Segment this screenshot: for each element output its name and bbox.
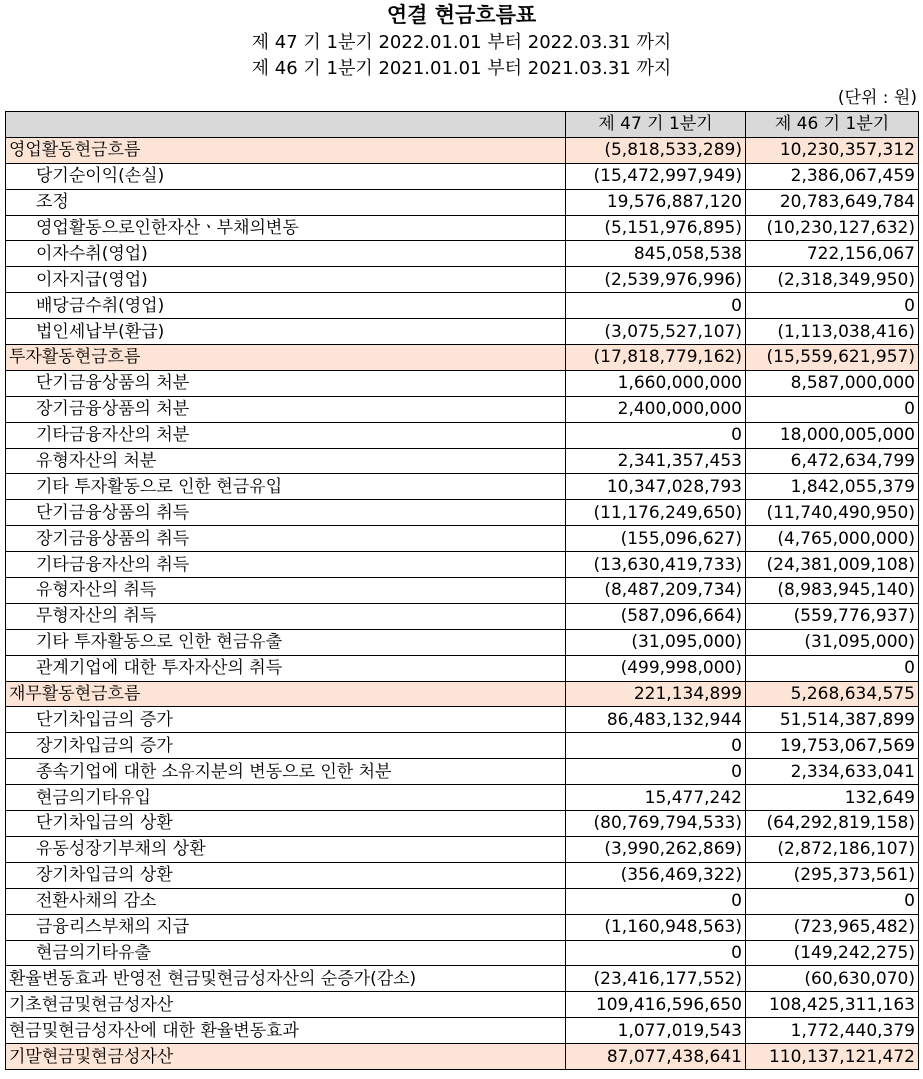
value-current: 1,660,000,000 xyxy=(566,370,746,396)
row-label: 조정 xyxy=(6,189,566,215)
row-label: 종속기업에 대한 소유지분의 변동으로 인한 처분 xyxy=(6,759,566,785)
table-row xyxy=(6,448,919,474)
value-current: 87,077,438,641 xyxy=(566,1044,746,1070)
value-current: (155,096,627) xyxy=(566,526,746,552)
table-body xyxy=(6,137,919,1069)
value-prior: 110,137,121,472 xyxy=(746,1044,919,1070)
value-prior: 18,000,005,000 xyxy=(746,422,919,448)
value-prior: (31,095,000) xyxy=(746,629,919,655)
unit-label: (단위 : 원) xyxy=(837,88,917,108)
table-header-row xyxy=(6,112,919,138)
row-label: 이자수취(영업) xyxy=(6,241,566,267)
value-prior: 108,425,311,163 xyxy=(746,992,919,1018)
section-row xyxy=(6,137,919,163)
row-label: 장기차입금의 증가 xyxy=(6,733,566,759)
value-current: 0 xyxy=(566,733,746,759)
value-prior: 20,783,649,784 xyxy=(746,189,919,215)
value-prior: 51,514,387,899 xyxy=(746,707,919,733)
value-prior: 0 xyxy=(746,293,919,319)
table-row xyxy=(6,578,919,604)
row-label: 단기금융상품의 처분 xyxy=(6,370,566,396)
table-row xyxy=(6,707,919,733)
value-prior: 132,649 xyxy=(746,785,919,811)
value-current: (11,176,249,650) xyxy=(566,500,746,526)
table-row xyxy=(6,914,919,940)
value-current: (3,990,262,869) xyxy=(566,836,746,862)
value-prior: 10,230,357,312 xyxy=(746,137,919,163)
row-label: 장기금융상품의 취득 xyxy=(6,526,566,552)
table-row xyxy=(6,811,919,837)
row-label: 유형자산의 취득 xyxy=(6,578,566,604)
value-prior: (2,318,349,950) xyxy=(746,267,919,293)
value-prior: 19,753,067,569 xyxy=(746,733,919,759)
table-row xyxy=(6,552,919,578)
table-row xyxy=(6,241,919,267)
table-row xyxy=(6,267,919,293)
value-prior: 8,587,000,000 xyxy=(746,370,919,396)
table-row xyxy=(6,655,919,681)
table-row xyxy=(6,836,919,862)
row-label: 관계기업에 대한 투자자산의 취득 xyxy=(6,655,566,681)
value-current: (587,096,664) xyxy=(566,603,746,629)
row-label: 법인세납부(환급) xyxy=(6,319,566,345)
value-prior: (2,872,186,107) xyxy=(746,836,919,862)
table-row xyxy=(6,629,919,655)
value-current: 0 xyxy=(566,940,746,966)
row-label: 장기금융상품의 처분 xyxy=(6,396,566,422)
value-prior: (559,776,937) xyxy=(746,603,919,629)
row-label: 기초현금및현금성자산 xyxy=(6,992,566,1018)
value-prior: 0 xyxy=(746,396,919,422)
value-current: (80,769,794,533) xyxy=(566,811,746,837)
row-label: 현금및현금성자산에 대한 환율변동효과 xyxy=(6,1018,566,1044)
value-prior: 0 xyxy=(746,888,919,914)
table-row xyxy=(6,1018,919,1044)
value-current: (1,160,948,563) xyxy=(566,914,746,940)
row-label: 배당금수취(영업) xyxy=(6,293,566,319)
row-label: 환율변동효과 반영전 현금및현금성자산의 순증가(감소) xyxy=(6,966,566,992)
value-current: 0 xyxy=(566,888,746,914)
table-row xyxy=(6,992,919,1018)
value-prior: (149,242,275) xyxy=(746,940,919,966)
row-label: 장기차입금의 상환 xyxy=(6,862,566,888)
table-row xyxy=(6,396,919,422)
row-label: 영업활동으로인한자산ㆍ부채의변동 xyxy=(6,215,566,241)
value-current: 2,400,000,000 xyxy=(566,396,746,422)
value-current: (23,416,177,552) xyxy=(566,966,746,992)
value-current: (15,472,997,949) xyxy=(566,163,746,189)
value-prior: 6,472,634,799 xyxy=(746,448,919,474)
row-label: 현금의기타유출 xyxy=(6,940,566,966)
row-label: 단기금융상품의 취득 xyxy=(6,500,566,526)
table-row xyxy=(6,215,919,241)
table-row xyxy=(6,603,919,629)
row-label: 금융리스부채의 지급 xyxy=(6,914,566,940)
section-row xyxy=(6,681,919,707)
value-current: 221,134,899 xyxy=(566,681,746,707)
table-row xyxy=(6,862,919,888)
value-current: (3,075,527,107) xyxy=(566,319,746,345)
value-current: (17,818,779,162) xyxy=(566,345,746,371)
table-row xyxy=(6,966,919,992)
value-prior: (24,381,009,108) xyxy=(746,552,919,578)
value-current: (499,998,000) xyxy=(566,655,746,681)
value-current: 15,477,242 xyxy=(566,785,746,811)
value-prior: (60,630,070) xyxy=(746,966,919,992)
value-prior: (4,765,000,000) xyxy=(746,526,919,552)
value-prior: 2,334,633,041 xyxy=(746,759,919,785)
row-label: 현금의기타유입 xyxy=(6,785,566,811)
row-label: 전환사채의 감소 xyxy=(6,888,566,914)
value-prior: 2,386,067,459 xyxy=(746,163,919,189)
value-current: 86,483,132,944 xyxy=(566,707,746,733)
row-label: 유동성장기부채의 상환 xyxy=(6,836,566,862)
section-row xyxy=(6,1044,919,1070)
section-row xyxy=(6,345,919,371)
value-current: 0 xyxy=(566,422,746,448)
table-row xyxy=(6,500,919,526)
value-prior: (295,373,561) xyxy=(746,862,919,888)
column-header-prior: 제 46 기 1분기 xyxy=(746,112,919,138)
table-row xyxy=(6,422,919,448)
value-prior: 1,772,440,379 xyxy=(746,1018,919,1044)
row-label: 영업활동현금흐름 xyxy=(6,137,566,163)
value-current: (31,095,000) xyxy=(566,629,746,655)
value-current: 2,341,357,453 xyxy=(566,448,746,474)
table-row xyxy=(6,163,919,189)
value-prior: (15,559,621,957) xyxy=(746,345,919,371)
value-current: (8,487,209,734) xyxy=(566,578,746,604)
period-current: 제 47 기 1분기 2022.01.01 부터 2022.03.31 까지 xyxy=(251,32,672,53)
row-label: 기타 투자활동으로 인한 현금유입 xyxy=(6,474,566,500)
value-prior: (10,230,127,632) xyxy=(746,215,919,241)
value-prior: (64,292,819,158) xyxy=(746,811,919,837)
row-label: 재무활동현금흐름 xyxy=(6,681,566,707)
value-prior: (723,965,482) xyxy=(746,914,919,940)
period-prior: 제 46 기 1분기 2021.01.01 부터 2021.03.31 까지 xyxy=(251,58,672,79)
value-prior: (8,983,945,140) xyxy=(746,578,919,604)
table-row xyxy=(6,370,919,396)
table-row xyxy=(6,733,919,759)
value-current: 10,347,028,793 xyxy=(566,474,746,500)
row-label: 기타 투자활동으로 인한 현금유출 xyxy=(6,629,566,655)
table-row xyxy=(6,526,919,552)
table-row xyxy=(6,319,919,345)
row-label: 당기순이익(손실) xyxy=(6,163,566,189)
table-row xyxy=(6,759,919,785)
row-label: 단기차입금의 상환 xyxy=(6,811,566,837)
cash-flow-table xyxy=(5,111,919,1070)
table-row xyxy=(6,888,919,914)
table-row xyxy=(6,474,919,500)
value-current: (2,539,976,996) xyxy=(566,267,746,293)
table-row xyxy=(6,293,919,319)
value-current: 0 xyxy=(566,293,746,319)
table-row xyxy=(6,189,919,215)
statement-title: 연결 현금흐름표 xyxy=(386,3,537,27)
value-prior: 722,156,067 xyxy=(746,241,919,267)
value-current: (356,469,322) xyxy=(566,862,746,888)
value-current: 845,058,538 xyxy=(566,241,746,267)
table-row xyxy=(6,940,919,966)
value-prior: 1,842,055,379 xyxy=(746,474,919,500)
value-current: 19,576,887,120 xyxy=(566,189,746,215)
row-label: 단기차입금의 증가 xyxy=(6,707,566,733)
row-label: 투자활동현금흐름 xyxy=(6,345,566,371)
value-current: (13,630,419,733) xyxy=(566,552,746,578)
value-current: 109,416,596,650 xyxy=(566,992,746,1018)
value-current: 0 xyxy=(566,759,746,785)
row-label: 무형자산의 취득 xyxy=(6,603,566,629)
column-header-current: 제 47 기 1분기 xyxy=(566,112,746,138)
value-prior: 5,268,634,575 xyxy=(746,681,919,707)
table-row xyxy=(6,785,919,811)
row-label: 이자지급(영업) xyxy=(6,267,566,293)
row-label: 기타금융자산의 취득 xyxy=(6,552,566,578)
row-label: 기말현금및현금성자산 xyxy=(6,1044,566,1070)
value-current: 1,077,019,543 xyxy=(566,1018,746,1044)
value-current: (5,151,976,895) xyxy=(566,215,746,241)
value-prior: (1,113,038,416) xyxy=(746,319,919,345)
row-label: 기타금융자산의 처분 xyxy=(6,422,566,448)
column-header-label xyxy=(6,112,566,138)
value-current: (5,818,533,289) xyxy=(566,137,746,163)
value-prior: (11,740,490,950) xyxy=(746,500,919,526)
row-label: 유형자산의 처분 xyxy=(6,448,566,474)
value-prior: 0 xyxy=(746,655,919,681)
